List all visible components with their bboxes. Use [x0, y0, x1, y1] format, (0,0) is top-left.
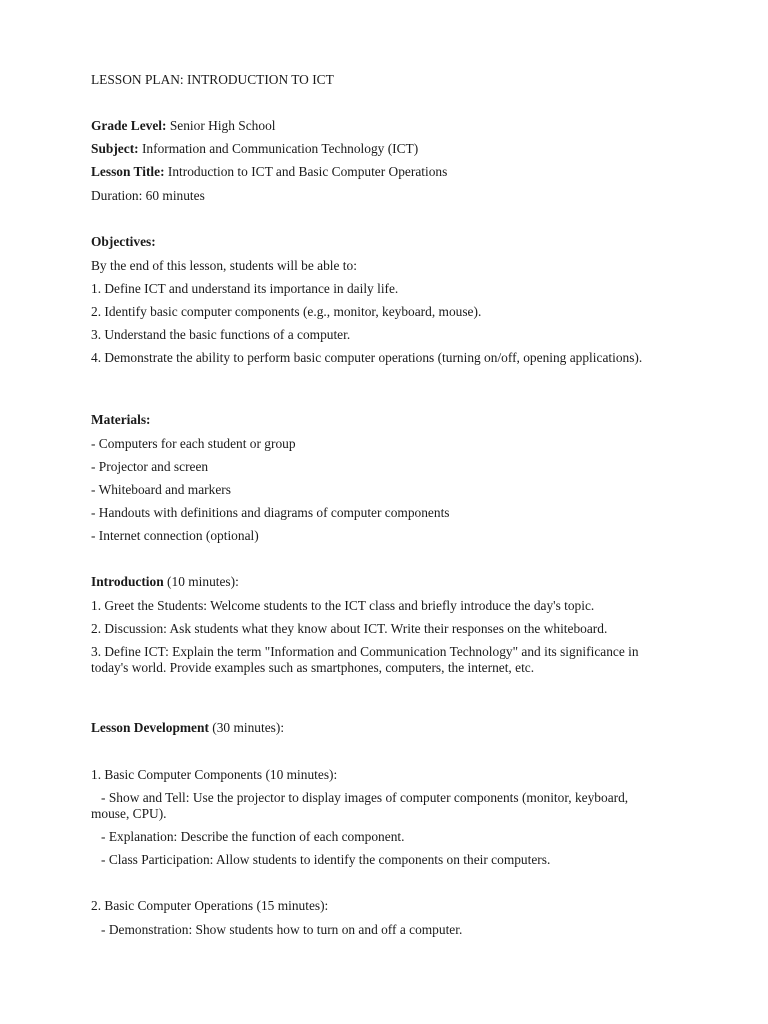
- development-part1-heading: 1. Basic Computer Components (10 minutes):: [91, 767, 338, 782]
- subject-label: Subject:: [91, 141, 139, 156]
- subject-line: [91, 141, 691, 157]
- development-part1-item: - Show and Tell: Use the projector to display images of computer components (monitor, keyboard, mouse, CPU).: [91, 790, 632, 821]
- introduction-item: 1. Greet the Students: Welcome students to the ICT class and briefly introduce the day's topic.: [91, 598, 595, 613]
- development-duration: (30 minutes):: [208, 720, 285, 735]
- material-item: - Computers for each student or group: [91, 436, 296, 451]
- lesson-title-label: Lesson Title:: [91, 164, 165, 179]
- objective-item: 1. Define ICT and understand its importance in daily life.: [91, 281, 399, 296]
- objective-item: 3. Understand the basic functions of a computer.: [91, 327, 351, 342]
- grade-level-value: Senior High School: [166, 118, 276, 133]
- introduction-item: 2. Discussion: Ask students what they know about ICT. Write their responses on the whiteboard.: [91, 621, 608, 636]
- material-item: - Whiteboard and markers: [91, 482, 231, 497]
- objective-item: 2. Identify basic computer components (e.g., monitor, keyboard, mouse).: [91, 304, 482, 319]
- material-item: - Internet connection (optional): [91, 528, 259, 543]
- development-heading: Lesson Development: [91, 720, 209, 735]
- introduction-heading-line: [91, 574, 691, 590]
- introduction-heading: Introduction: [91, 574, 164, 589]
- lesson-title-line: [91, 164, 691, 180]
- introduction-item: 3. Define ICT: Explain the term "Information and Communication Technology" and its significance in today's world. Provide examples such as smartphones, computers, the internet, etc.: [91, 644, 639, 675]
- material-item: - Handouts with definitions and diagrams of computer components: [91, 505, 450, 520]
- objective-item: 4. Demonstrate the ability to perform basic computer operations (turning on/off, opening applications).: [91, 350, 643, 365]
- lesson-title-value: Introduction to ICT and Basic Computer Operations: [164, 164, 448, 179]
- materials-heading: Materials:: [91, 412, 151, 427]
- page-title: LESSON PLAN: INTRODUCTION TO ICT: [91, 72, 334, 87]
- development-part2-item: - Demonstration: Show students how to turn on and off a computer.: [91, 922, 463, 937]
- grade-level-label: Grade Level:: [91, 118, 167, 133]
- objectives-heading: Objectives:: [91, 234, 156, 249]
- objectives-intro: By the end of this lesson, students will be able to:: [91, 258, 357, 273]
- material-item: - Projector and screen: [91, 459, 209, 474]
- development-heading-line: [91, 720, 691, 736]
- development-part1-item: - Explanation: Describe the function of each component.: [91, 829, 405, 844]
- duration-line: Duration: 60 minutes: [91, 188, 205, 203]
- development-part1-item: - Class Participation: Allow students to identify the components on their computers.: [91, 852, 551, 867]
- grade-level-line: [91, 118, 691, 134]
- introduction-duration: (10 minutes):: [163, 574, 239, 589]
- subject-value: Information and Communication Technology (ICT): [138, 141, 419, 156]
- development-part2-heading: 2. Basic Computer Operations (15 minutes):: [91, 898, 329, 913]
